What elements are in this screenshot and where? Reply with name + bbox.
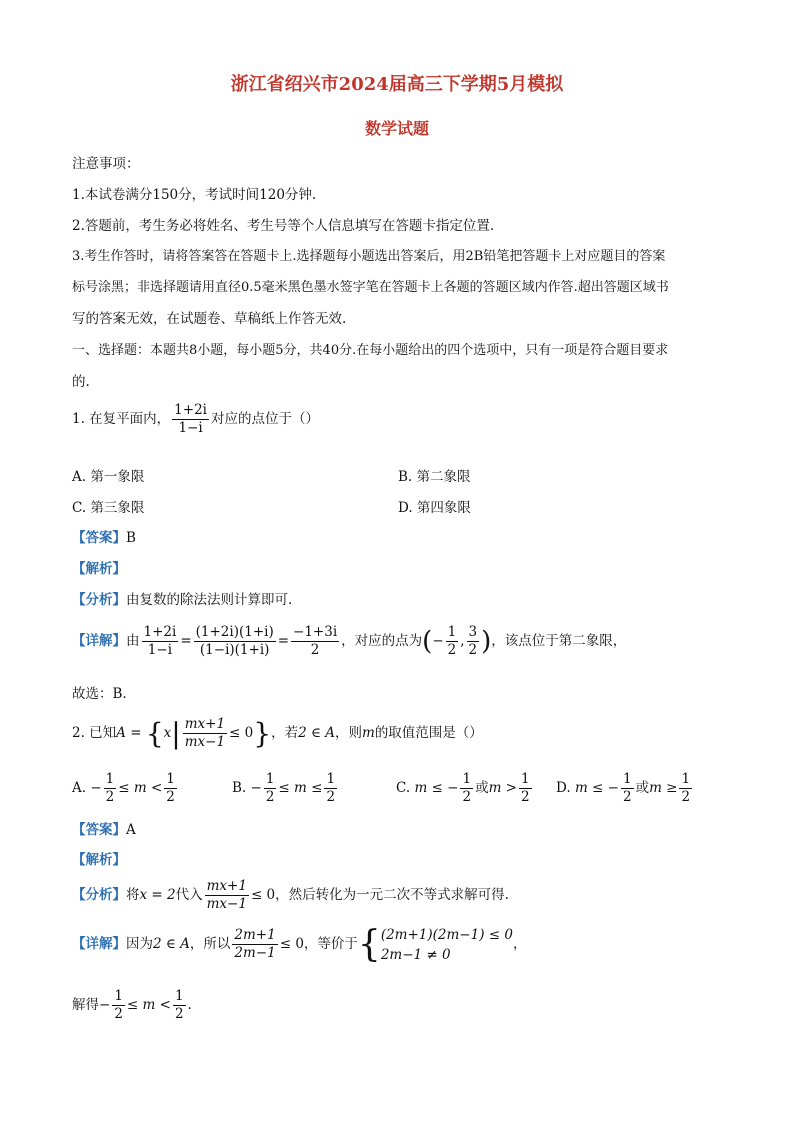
question-2-stem: 2. 已知A = {x| $\frac{mx+1}{mx-1}$ ≤ 0}，若2 ∈ A，则m的取值范围是（） (72, 716, 483, 750)
q2-fenxi-frac-num: mx+1 (206, 878, 247, 894)
q2-opt-c-f1-den: 2 (462, 789, 472, 805)
q2-solve-frac-1 (112, 988, 125, 1023)
q2-fenxi-a: 将 (126, 887, 140, 903)
q2-set-frac-num: mx+1 (184, 716, 226, 732)
q2-option-c: C. m ≤ − $\frac{1}{2}$ 或m > $\frac{1}{2}$ (396, 771, 530, 805)
q2-option-b: B. − $\frac{1}{2}$ ≤ m ≤ $\frac{1}{2}$ (232, 771, 336, 805)
q2-detail: 【详解】因为2 ∈ A，所以 $\frac{2m+1}{2m-1}$ ≤ 0，等价于{ (2m+1)(2m−1) ≤ 0 2m−1 ≠ 0 ， (72, 924, 527, 965)
q2-set-frac-den: mx−1 (184, 734, 226, 750)
q1-frac-num: 1+2i (174, 402, 207, 418)
q2-opt-c-f1-num: 1 (462, 771, 472, 787)
q2-fenxi-tag: 【分析】 (72, 887, 126, 903)
q1-detail-frac-2 (194, 624, 276, 659)
q2-opt-b-f1-den: 2 (265, 789, 275, 805)
q1-option-a: A. 第一象限 (72, 469, 145, 485)
q2-detail-tag: 【详解】 (72, 936, 126, 952)
document-subtitle: 数学试题 (364, 119, 429, 138)
q2-set-cond: ≤ 0 (229, 725, 254, 741)
q1-point-x-num: 1 (447, 624, 457, 640)
q2-option-d-label: D. (556, 780, 571, 796)
q2-fenxi-cond: ≤ 0 (250, 887, 276, 903)
q2-solve-f2-den: 2 (174, 1006, 184, 1022)
q1-prefix: 1. 在复平面内， (72, 411, 171, 427)
section-heading-line-1: 一、选择题：本题共8小题，每小题5分，共40分.在每小题给出的四个选项中，只有一项是符合题目要求 (72, 343, 669, 358)
q1-detail-suffix: ，该点位于第二象限， (491, 633, 627, 649)
q2-opt-d-or: 或 (635, 780, 650, 796)
q2-cond: 2 ∈ A (298, 725, 335, 741)
q2-var: m (362, 725, 375, 741)
section-heading-line-2: 的. (72, 374, 90, 390)
q1-fenxi (72, 588, 292, 608)
notice-heading: 注意事项： (72, 156, 140, 172)
q1-conclusion: 故选：B. (72, 686, 127, 702)
q2-opt-c-f2-den: 2 (520, 789, 530, 805)
q2-solve-end: . (187, 997, 192, 1013)
q2-answer-value: A (126, 822, 136, 838)
notice-line-3b: 标号涂黑；非选择题请用直径0.5毫米黑色墨水签字笔在答题卡上各题的答题区域内作答.超出答题区域书 (72, 280, 669, 295)
q1-detail-frac-3 (291, 624, 339, 659)
q2-opt-b-frac-2 (324, 771, 337, 806)
q1-suffix: 对应的点位于（） (210, 411, 319, 427)
q2-opt-d-frac-2 (679, 771, 692, 806)
q2-opt-a-frac-2 (164, 771, 177, 806)
document-title: 浙江省绍兴市2024届高三下学期5月模拟 (230, 74, 564, 95)
q2-detail-c: ，等价于 (303, 936, 358, 952)
notice-line-1: 1.本试卷满分150分，考试时间120分钟. (72, 187, 317, 203)
q2-opt-a-f2-den: 2 (166, 789, 175, 805)
q2-opt-c-frac-2 (519, 771, 532, 806)
q2-opt-c-or: 或 (475, 780, 489, 796)
question-1-stem (72, 402, 319, 437)
q1-detail-frac-1-den: 1−i (147, 642, 173, 658)
q2-opt-d-f1-den: 2 (622, 789, 632, 805)
q2-set-name: A (116, 725, 126, 741)
notice-line-3a: 3.考生作答时，请将答案答在答题卡上.选择题每小题选出答案后，用2B铅笔把答题卡上对应题目的答案 (72, 249, 666, 264)
q2-opt-c-frac-1 (460, 771, 473, 806)
q1-answer (72, 526, 136, 546)
q1-detail-frac-2-num: (1+2i)(1+i) (195, 624, 274, 640)
q2-solve-f2-num: 1 (174, 988, 184, 1004)
q2-prefix: 2. 已知 (72, 725, 117, 741)
q2-answer (72, 818, 136, 838)
q2-opt-d-f1-num: 1 (622, 771, 632, 787)
q2-opt-b-f2-num: 1 (326, 771, 336, 787)
q2-option-a-label: A. (72, 780, 87, 796)
q2-fenxi (72, 878, 509, 913)
q2-opt-d-f2-num: 1 (681, 771, 691, 787)
q2-mid2: ，则 (335, 725, 362, 741)
q1-analysis-label: 【解析】 (72, 561, 126, 577)
q1-point-y (467, 624, 480, 659)
q1-fenxi-tag: 【分析】 (72, 592, 126, 608)
q2-set-fraction (183, 716, 227, 751)
q1-detail-mid: ，对应的点为 (341, 633, 423, 649)
q1-fraction (172, 402, 209, 437)
q2-detail-d: ， (512, 936, 527, 952)
q2-detail-cond: 2 ∈ A (153, 936, 190, 952)
q2-system-line-1: (2m+1)(2m−1) ≤ 0 (380, 926, 513, 943)
q2-opt-a-f1-num: 1 (105, 771, 115, 787)
q1-option-b: B. 第二象限 (398, 469, 471, 485)
q1-fenxi-text: 由复数的除法法则计算即可. (126, 592, 293, 608)
q1-answer-tag: 【答案】 (72, 530, 126, 546)
q2-mid: ，若 (271, 725, 299, 741)
q2-analysis-tag (72, 848, 126, 868)
q2-solve-f1-num: 1 (114, 988, 123, 1004)
q2-detail-le: ≤ 0 (279, 936, 304, 952)
q2-detail-b: ，所以 (189, 936, 231, 952)
q2-fenxi-frac-den: mx−1 (206, 896, 247, 912)
q2-suffix: 的取值范围是（） (374, 725, 483, 741)
q2-solve-f1-den: 2 (114, 1006, 123, 1022)
q2-fenxi-c: ，然后转化为一元二次不等式求解可得. (275, 887, 509, 903)
q2-option-b-label: B. (232, 780, 247, 796)
q1-point-y-num: 3 (468, 624, 478, 640)
q2-opt-d-f2-den: 2 (681, 789, 691, 805)
q1-detail-frac-2-den: (1−i)(1+i) (199, 642, 270, 658)
notice-line-3c: 写的答案无效，在试题卷、草稿纸上作答无效. (72, 311, 347, 327)
q2-detail-frac-den: 2m−1 (234, 945, 276, 961)
q1-point-y-den: 2 (468, 642, 478, 658)
q2-opt-d-frac-1 (621, 771, 634, 806)
q2-detail-frac (232, 927, 277, 962)
q2-opt-b-f2-den: 2 (326, 789, 336, 805)
q2-fenxi-frac (205, 878, 249, 913)
q2-opt-b-frac-1 (264, 771, 277, 806)
q1-point-x (446, 624, 459, 659)
q2-option-a: A. − $\frac{1}{2}$ ≤ m < $\frac{1}{2}$ (72, 771, 175, 805)
q2-detail-a: 因为 (126, 936, 153, 952)
q1-point-x-den: 2 (447, 642, 457, 658)
q2-system (381, 925, 513, 965)
q2-fenxi-sub: x = 2 (139, 887, 176, 903)
q1-detail-frac-3-num: −1+3i (293, 624, 338, 640)
q2-system-line-2: 2m−1 ≠ 0 (380, 946, 451, 963)
q2-solution: 解得− $\frac{1}{2}$ ≤ m < $\frac{1}{2}$ . (72, 988, 192, 1022)
q2-solve-frac-2 (173, 988, 186, 1023)
q1-detail-frac-1-num: 1+2i (143, 624, 177, 640)
q2-fenxi-b: 代入 (175, 887, 203, 903)
q2-opt-a-frac-1 (104, 771, 117, 806)
q2-detail-frac-num: 2m+1 (234, 927, 276, 943)
notice-line-2: 2.答题前，考生务必将姓名、考生号等个人信息填写在答题卡指定位置. (72, 218, 495, 234)
q1-detail-frac-1 (142, 624, 179, 659)
q2-solve-prefix: 解得 (72, 997, 99, 1013)
q1-frac-den: 1−i (178, 420, 203, 436)
q1-detail-prefix: 由 (126, 633, 140, 649)
q1-answer-value: B (126, 530, 136, 546)
q2-opt-a-f1-den: 2 (105, 789, 115, 805)
q2-option-c-label: C. (396, 780, 411, 796)
q1-detail-tag: 【详解】 (72, 633, 126, 649)
q1-option-d: D. 第四象限 (398, 500, 471, 516)
q2-opt-a-f2-num: 1 (166, 771, 175, 787)
q2-set-var: x (163, 725, 172, 741)
q1-detail: 【详解】由 $\frac{1+2i}{1-i}$ = $\frac{(1+2i)(1+i)}{(1-i)(1+i)}$ = $\frac{-1+3i}{2}$ ，对应的点为(− $\frac{1}{2}$ , $\frac{3}{2}$ )，该点位于第二象限， (72, 624, 627, 658)
q2-opt-b-f1-num: 1 (265, 771, 275, 787)
q1-option-c: C. 第三象限 (72, 500, 145, 516)
q2-opt-c-f2-num: 1 (520, 771, 530, 787)
q2-analysis-label: 【解析】 (72, 852, 126, 868)
q2-answer-tag: 【答案】 (72, 822, 126, 838)
q1-analysis-tag (72, 557, 126, 577)
q2-option-d: D. m ≤ − $\frac{1}{2}$ 或m ≥ $\frac{1}{2}$ (556, 771, 691, 805)
q1-detail-frac-3-den: 2 (310, 642, 320, 658)
